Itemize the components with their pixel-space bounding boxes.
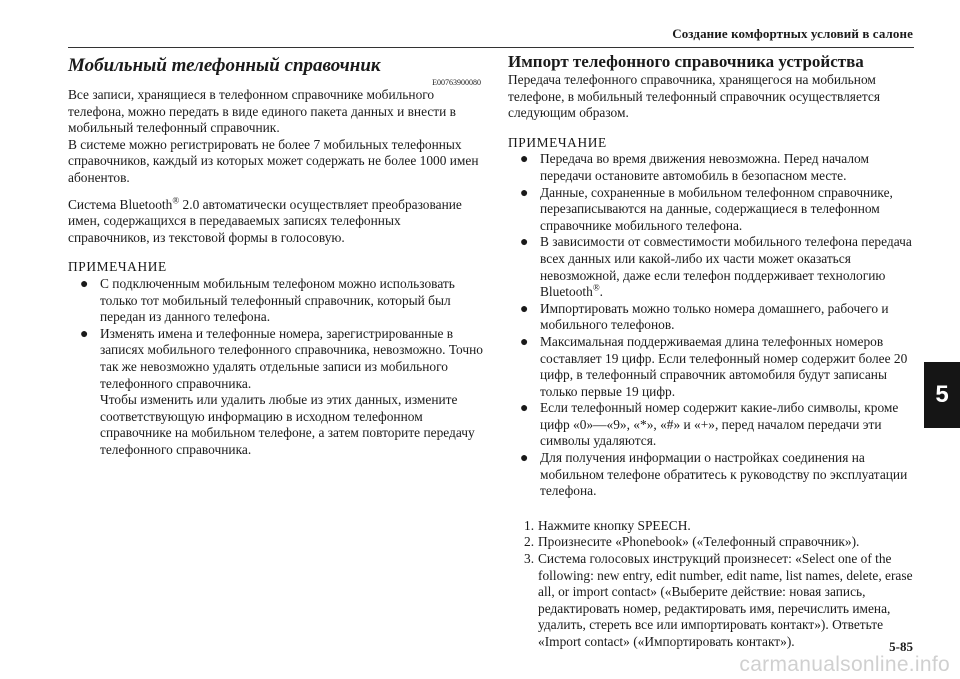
- note-label: ПРИМЕЧАНИЕ: [68, 259, 167, 275]
- steps-list: [524, 518, 916, 651]
- note-list: [80, 276, 483, 459]
- note-list: [520, 151, 916, 499]
- watermark: carmanualsonline.info: [739, 653, 950, 676]
- chapter-tab: 5: [924, 362, 960, 428]
- list-item: ● Данные, сохраненные в мобильном телефонном справочнике, перезаписываются на данные, содержащиеся в телефонном справочнике мобильного телефона.: [520, 184, 893, 233]
- list-item: ● Максимальная поддерживаемая длина телефонных номеров составляет 19 цифр. Если телефонный номер содержит более 20 цифр, в телефонный справочник автомобиля будут записаны только первые 19 цифр.: [520, 333, 908, 399]
- bullet-icon: ●: [520, 152, 529, 168]
- step-item: 1. Нажмите кнопку SPEECH.: [524, 517, 691, 533]
- bullet-icon: ●: [80, 326, 89, 342]
- paragraph: В системе можно регистрировать не более 7 мобильных телефонных справочников, каждый из которых может содержать не более 1000 имен абонентов.: [68, 136, 479, 185]
- list-item: ● Передача во время движения невозможна. Перед началом передачи остановите автомобиль в безопасном месте.: [520, 151, 869, 183]
- bullet-icon: ●: [520, 235, 529, 251]
- section-title-mobile-phonebook: Мобильный телефонный справочник: [68, 55, 381, 76]
- list-item: ● В зависимости от совместимости мобильного телефона передача всех данных или какой-либо их части может оказаться невозможной, даже если телефон поддерживает технологию Bluetooth®.: [520, 234, 912, 300]
- bullet-icon: ●: [520, 334, 529, 350]
- right-column: [508, 52, 916, 651]
- bullet-icon: ●: [520, 401, 529, 417]
- list-item: ● Изменять имена и телефонные номера, зарегистрированные в записях мобильного телефонного справочника, невозможно. Точно так же невозможно удалять отдельные записи из мобильного телефонного справочника. Чтобы изменить или удалить любые из этих данных, измените соответствующую информацию в исходном телефонном справочнике на мобильном телефоне, а затем повторите передачу телефонного справочника.: [80, 325, 483, 457]
- note-label: ПРИМЕЧАНИЕ: [508, 134, 607, 150]
- intro-paragraph: Передача телефонного справочника, хранящегося на мобильном телефоне, в мобильный телефонный справочник осуществляется следующим образом.: [508, 72, 881, 121]
- bullet-icon: ●: [520, 451, 529, 467]
- bluetooth-paragraph: Система Bluetooth® 2.0 автоматически осуществляет преобразование имен, содержащихся в передаваемых записях телефонных справочников, из текстовой формы в голосовую.: [68, 195, 462, 245]
- bullet-icon: ●: [520, 301, 529, 317]
- left-column: [68, 52, 483, 458]
- header-divider: [68, 47, 914, 48]
- list-item: ● Для получения информации о настройках соединения на мобильном телефоне обратитесь к руководству по эксплуатации телефона.: [520, 450, 908, 499]
- page-number: 5-85: [889, 639, 913, 654]
- list-item: ● Если телефонный номер содержит какие-либо символы, кроме цифр «0»—«9», «*», «#» и «+», перед началом передачи эти символы удаляются.: [520, 400, 899, 449]
- bullet-icon: ●: [520, 185, 529, 201]
- running-header: Создание комфортных условий в салоне: [672, 26, 913, 41]
- step-item: 3. Система голосовых инструкций произнесет: «Select one of the following: new entry, edit number, edit name, list names, delete, erase all, or import contact» («Выберите действие: новая запись, редактировать номер, редактировать имя, перечислить имена, удалить, стереть все или импортировать контакт»). Ответьте «Import contact» («Импортировать контакт»).: [524, 551, 913, 649]
- bullet-icon: ●: [80, 276, 89, 292]
- section-code: E00763900080: [432, 78, 481, 87]
- paragraph: Все записи, хранящиеся в телефонном справочнике мобильного телефона, можно передать в виде единого пакета данных и внести в мобильный телефонный справочник.: [68, 87, 456, 136]
- section-title-import-phonebook: Импорт телефонного справочника устройства: [508, 52, 864, 71]
- list-item: ● Импортировать можно только номера домашнего, рабочего и мобильного телефонов.: [520, 300, 889, 333]
- list-item: ● С подключенным мобильным телефоном можно использовать только тот мобильный телефонный справочник, который был передан из данного телефона.: [80, 275, 455, 325]
- step-item: 2. Произнесите «Phonebook» («Телефонный справочник»).: [524, 534, 860, 550]
